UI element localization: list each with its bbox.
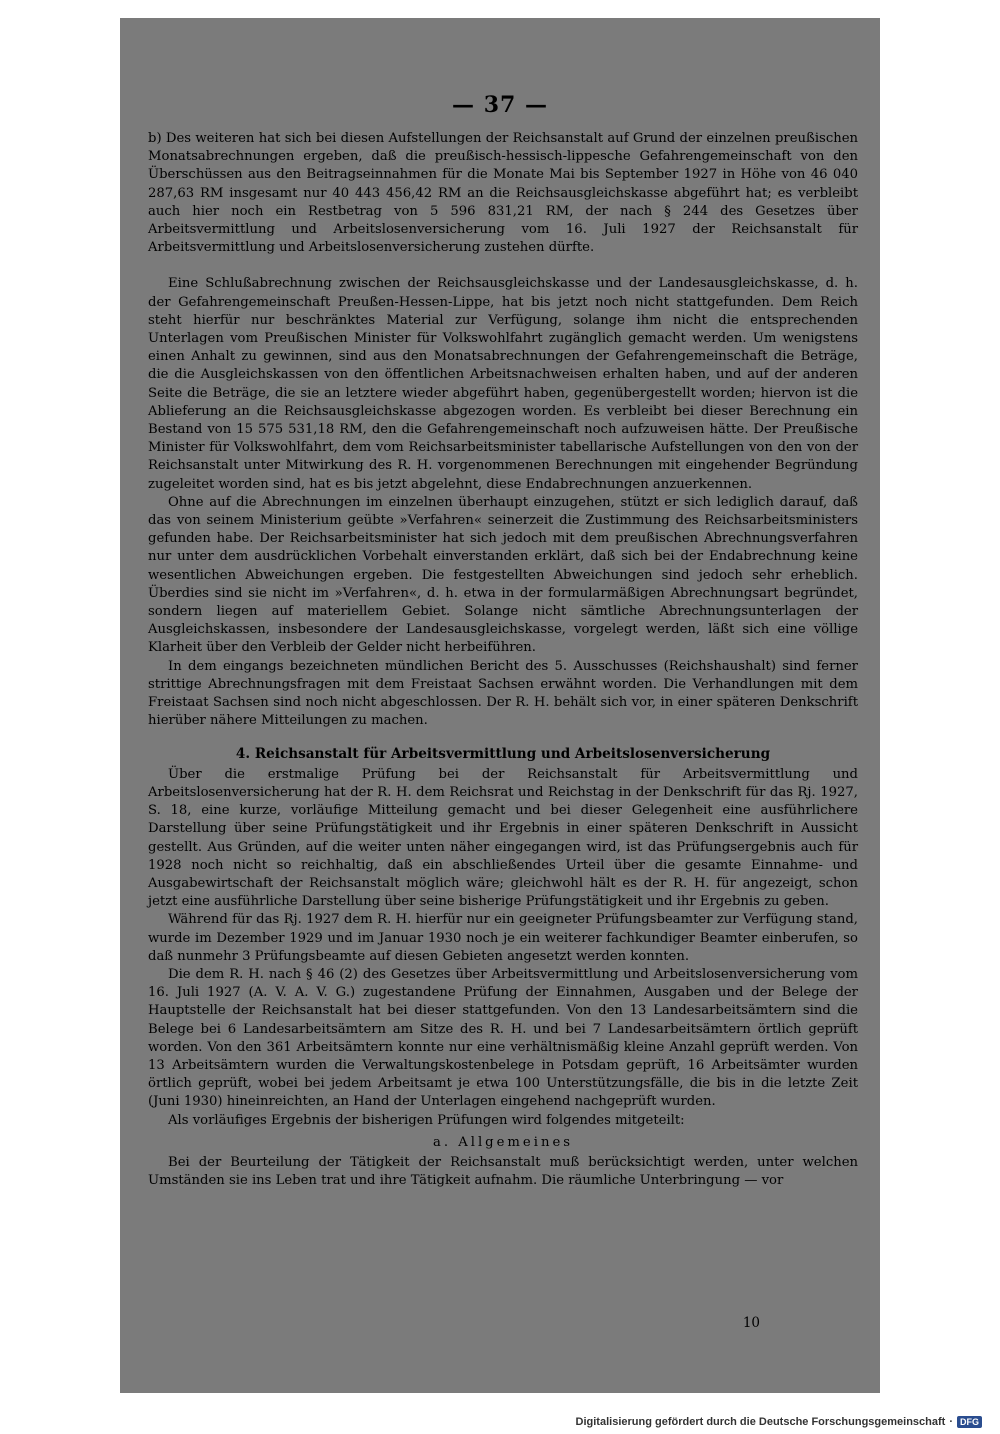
subsection-heading: a. Allgemeines — [432, 1134, 574, 1150]
paragraph: Eine Schlußabrechnung zwischen der Reichsausgleichskasse und der Landesausgleichskasse, d. h. der Gefahrengemeinschaft Preußen-Hessen-Lippe, hat bis jetzt noch nicht stattgefunden. Dem Reich steht hierfür nur beschränktes Material zur Verfügung, solange ihm nicht die entsprechenden Unterlagen vom Preußischen Minister für Volkswohlfahrt zugänglich gemacht werden. Um wenigstens einen Anhalt zu gewinnen, sind aus den Monatsabrechnungen der Gefahrengemeinschaft die Beträge, die die Ausgleichskassen von den öffentlichen Arbeitsnachweisen erhalten haben, und auf der anderen Seite die Beträge, die sie an letztere wieder abgeführt haben, gegenübergestellt worden; hiervon ist die Ablieferung an die Reichsausgleichskasse abgezogen worden. Es verbleibt bei dieser Berechnung ein Bestand von 15 575 531,18 RM, den die Gefahrengemeinschaft noch aufzuweisen hätte. Der Preußische Minister für Volkswohlfahrt, dem vom Reichsarbeitsminister tabellarische Aufstellungen von den von der Reichsanstalt unter Mitwirkung des R. H. vorgenommenen Berechnungen mit eingehender Begründung zugeleitet worden sind, hat es bis jetzt abgelehnt, diese Endabrechnungen anzuerkennen. — [148, 276, 858, 492]
dfg-logo-icon: DFG — [957, 1416, 982, 1428]
paragraph: Über die erstmalige Prüfung bei der Reichsanstalt für Arbeitsvermittlung und Arbeitslosenversicherung hat der R. H. dem Reichsrat und Reichstag in der Denkschrift für das Rj. 1927, S. 18, eine kurze, vorläufige Mitteilung gemacht und bei dieser Gelegenheit eine ausführlichere Darstellung über seine Prüfungstätigkeit und ihr Ergebnis in einer späteren Denkschrift in Aussicht gestellt. Aus Gründen, auf die weiter unten näher eingegangen wird, ist das Prüfungsergebnis auch für 1928 noch nicht so reichhaltig, daß ein abschließendes Urteil über die gesamte Einnahme- und Ausgabewirtschaft der Reichsanstalt möglich wäre; gleichwohl hält es der R. H. für angezeigt, schon jetzt eine ausführliche Darstellung über seine bisherige Prüfungstätigkeit und ihr Ergebnis zu geben. — [148, 766, 858, 910]
signature-mark: 10 — [742, 1315, 760, 1331]
paragraph-b: b) Des weiteren hat sich bei diesen Aufstellungen der Reichsanstalt auf Grund der einzelnen preußischen Monatsabrechnungen ergeben, daß die preußisch-hessisch-lippesche Gefahrengemeinschaft von den Überschüssen aus den Beitragseinnahmen für die Monate Mai bis September 1927 in Höhe von 46 040 287,63 RM insgesamt nur 40 443 456,42 RM an die Reichsausgleichskasse abgeführt hat; es verbleibt auch hier noch ein Restbetrag von 5 596 831,21 RM, der nach § 244 des Gesetzes über Arbeitsvermittlung und Arbeitslosenversicherung vom 16. Juli 1927 der Reichsanstalt für Arbeitsvermittlung und Arbeitslosenversicherung zustehen dürfte. — [148, 131, 858, 256]
footer — [576, 1416, 982, 1428]
paragraph: In dem eingangs bezeichneten mündlichen Bericht des 5. Ausschusses (Reichshaushalt) sind ferner strittige Abrechnungsfragen mit dem Freistaat Sachsen erwähnt worden. Die Verhandlungen mit dem Freistaat Sachsen sind noch nicht abgeschlossen. Der R. H. behält sich vor, in einer späteren Denkschrift hierüber nähere Mitteilungen zu machen. — [148, 658, 858, 729]
scanned-page — [120, 18, 880, 1393]
footer-separator: · — [949, 1416, 953, 1428]
page-number: — 37 — — [452, 92, 548, 118]
paragraph: Während für das Rj. 1927 dem R. H. hierfür nur ein geeigneter Prüfungsbeamter zur Verfügung stand, wurde im Dezember 1929 und im Januar 1930 noch je ein weiterer fachkundiger Beamter einberufen, so daß nunmehr 3 Prüfungsbeamte auf diesen Gebieten angesetzt werden konnten. — [148, 912, 858, 964]
paragraph: Die dem R. H. nach § 46 (2) des Gesetzes über Arbeitsvermittlung und Arbeitslosenversicherung vom 16. Juli 1927 (A. V. A. V. G.) zugestandene Prüfung der Einnahmen, Ausgaben und der Belege der Hauptstelle der Reichsanstalt hat bei dieser stattgefunden. Von den 13 Landesarbeitsämtern sind die Belege bei 6 Landesarbeitsämtern am Sitze des R. H. und bei 7 Landesarbeitsämtern örtlich geprüft worden. Von den 361 Arbeitsämtern konnte nur eine verhältnismäßig kleine Anzahl geprüft werden. Von 13 Arbeitsämtern wurden die Verwaltungskostenbelege in Potsdam geprüft, 16 Arbeitsämter wurden örtlich geprüft, wobei bei jedem Arbeitsamt je etwa 100 Unterstützungsfälle, die bis in die letzte Zeit (Juni 1930) hineinreichten, an Hand der Unterlagen eingehend nachgeprüft wurden. — [148, 966, 858, 1110]
paragraph: Ohne auf die Abrechnungen im einzelnen überhaupt einzugehen, stützt er sich lediglich darauf, daß das von seinem Ministerium geübte »Verfahren« seinerzeit die Zustimmung des Reichsarbeitsministers gefunden habe. Der Reichsarbeitsminister hat sich jedoch mit dem preußischen Abrechnungsverfahren nur unter dem ausdrücklichen Vorbehalt einverstanden erklärt, daß sich bei der Endabrechnung keine wesentlichen Abweichungen ergeben. Die festgestellten Abweichungen sind jedoch sehr erheblich. Überdies sind sie nicht im »Verfahren«, d. h. etwa in der formularmäßigen Abrechnungsart begründet, sondern liegen auf materiellem Gebiet. Solange nicht sämtliche Abrechnungsunterlagen der Ausgleichskassen, insbesondere der Landesausgleichskasse, vorgelegt werden, läßt sich eine völlige Klarheit über den Verbleib der Gelder nicht herbeiführen. — [148, 494, 858, 656]
section-heading: 4. Reichsanstalt für Arbeitsvermittlung und Arbeitslosenversicherung — [235, 745, 771, 762]
paragraph: Als vorläufiges Ergebnis der bisherigen Prüfungen wird folgendes mitgeteilt: — [168, 1112, 685, 1128]
paragraph: Bei der Beurteilung der Tätigkeit der Reichsanstalt muß berücksichtigt werden, unter welchen Umständen sie ins Leben trat und ihre Tätigkeit aufnahm. Die räumliche Unterbringung — vor — [148, 1154, 858, 1189]
document-body — [148, 130, 858, 1190]
footer-text: Digitalisierung gefördert durch die Deutsche Forschungsgemeinschaft — [575, 1416, 946, 1428]
